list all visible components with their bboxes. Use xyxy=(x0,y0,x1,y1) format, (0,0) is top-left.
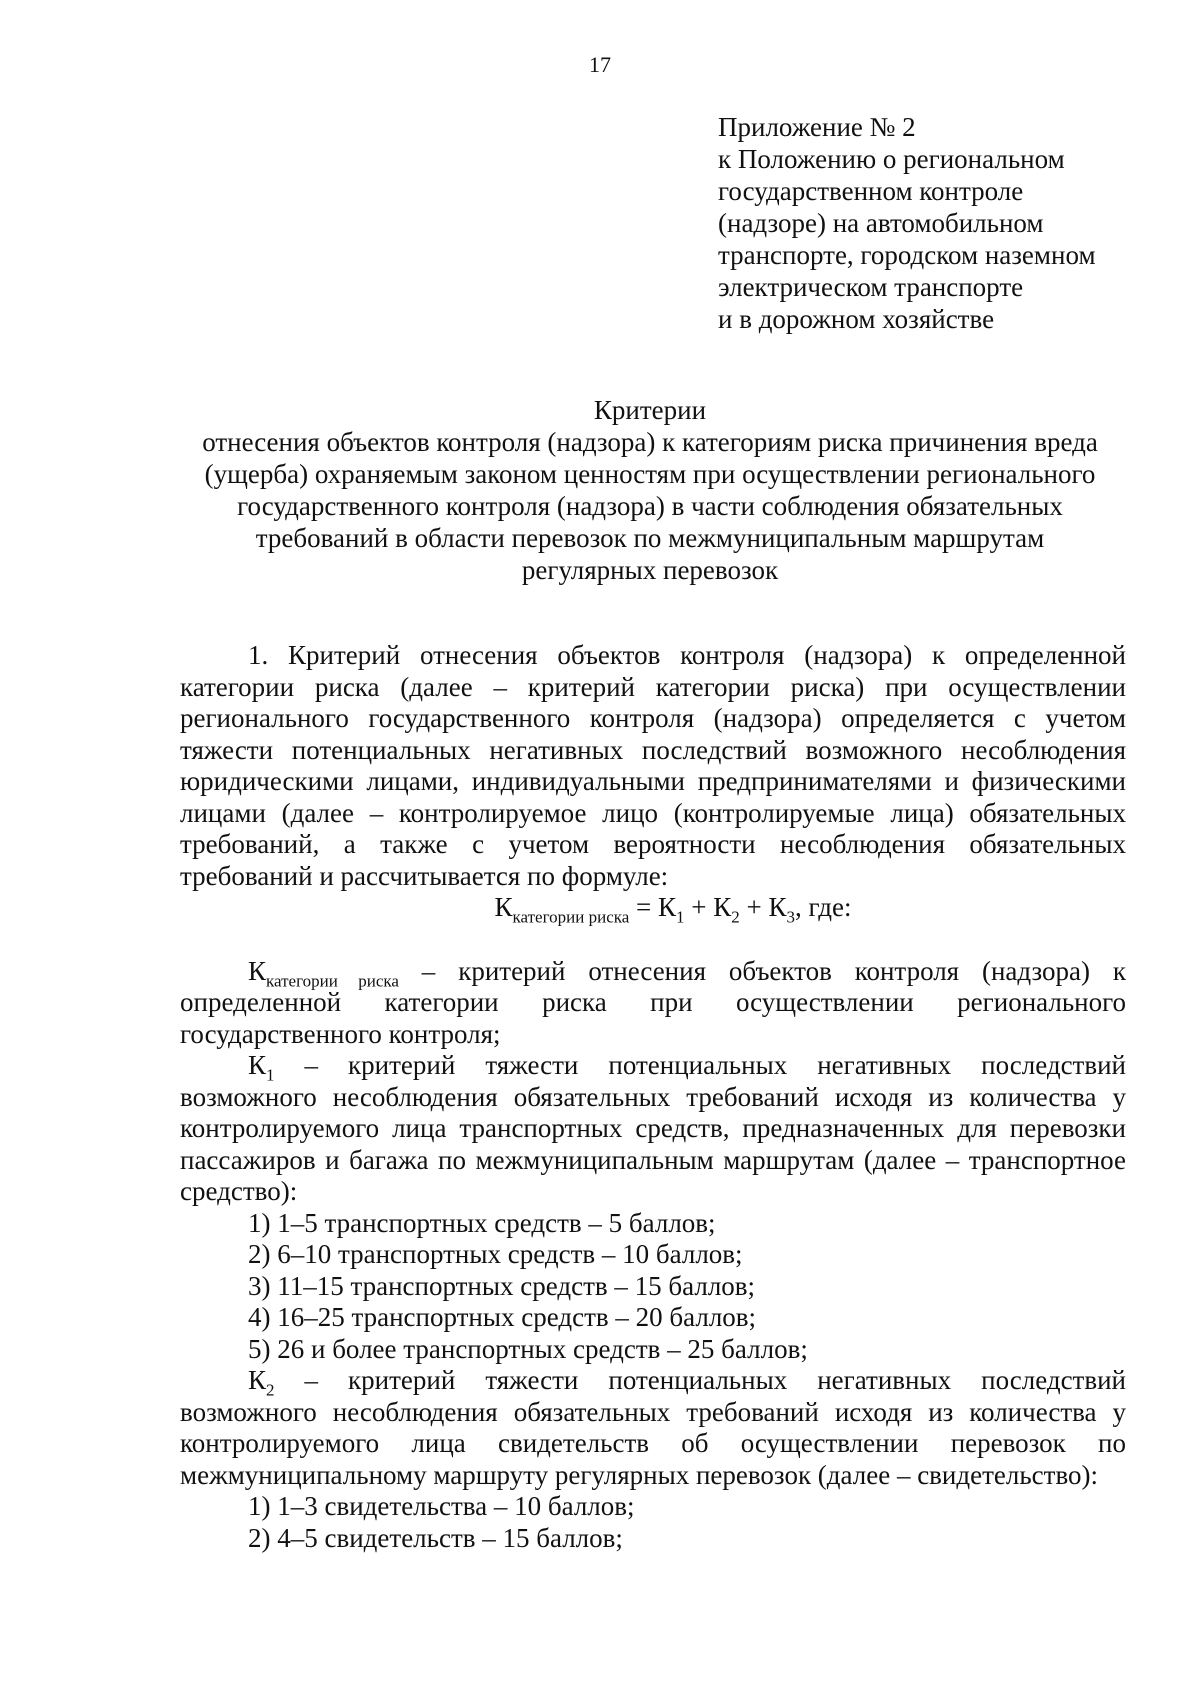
list-item: 2) 4–5 свидетельств – 15 баллов; xyxy=(248,1522,623,1553)
definition-subscript: категории риска xyxy=(266,970,399,990)
appendix-line: транспорте, городском наземном xyxy=(718,240,1096,270)
formula-subscript: 2 xyxy=(731,907,740,927)
heading-line: отнесения объектов контроля (надзора) к категориям риска причинения вреда xyxy=(202,427,1098,457)
heading-line: (ущерба) охраняемым законом ценностям при осуществлении регионального xyxy=(204,459,1096,489)
appendix-block xyxy=(718,111,1158,335)
heading-line: регулярных перевозок xyxy=(521,555,779,585)
heading-line: государственного контроля (надзора) в части соблюдения обязательных xyxy=(237,491,1063,521)
list-item: 2) 6–10 транспортных средств – 10 баллов; xyxy=(248,1239,743,1269)
formula-plus: + xyxy=(739,892,769,922)
appendix-line: государственном контроле xyxy=(718,176,1024,206)
definition-letter: К xyxy=(248,1365,267,1395)
formula-letter: К xyxy=(494,892,513,922)
appendix-line: (надзоре) на автомобильном xyxy=(718,208,1044,238)
definition-text: – критерий тяжести потенциальных негативных последствий возможного несоблюдения обязательных требований исходя из количества у контролируемого лица транспортных средств, предназначенных для перевозки пассажиров и багажа по межмуниципальным маршрутам (далее – транспортное средство): xyxy=(180,1050,1126,1206)
formula-letter: К xyxy=(768,892,787,922)
formula-equals: = xyxy=(629,892,659,922)
definition-k2 xyxy=(180,1365,1126,1491)
definition-text: – критерий тяжести потенциальных негативных последствий возможного несоблюдения обязательных требований исходя из количества у контролируемого лица свидетельств об осуществлении перевозок по межмуниципальному маршруту регулярных перевозок (далее – свидетельство): xyxy=(180,1365,1126,1490)
criterion-paragraph: 1. Критерий отнесения объектов контроля (надзора) к определенной категории риска (далее – критерий категории риска) при осуществлении регионального государственного контроля (надзора) определяется с учетом тяжести потенциальных негативных последствий возможного несоблюдения юридическими лицами, индивидуальными предпринимателями и физическими лицами (далее – контролируемое лицо (контролируемые лица) обязательных требований, а также с учетом вероятности несоблюдения обязательных требований и рассчитывается по формуле: xyxy=(180,640,1126,891)
formula-subscript: 3 xyxy=(786,907,796,927)
definition-subscript: 1 xyxy=(266,1065,275,1085)
heading-line: требований в области перевозок по межмуниципальным маршрутам xyxy=(255,523,1045,553)
appendix-line: Приложение № 2 xyxy=(718,112,916,142)
list-item: 5) 26 и более транспортных средств – 25 баллов; xyxy=(248,1333,808,1364)
list-item: 4) 16–25 транспортных средств – 20 баллов; xyxy=(248,1302,757,1332)
definition-k1 xyxy=(180,1050,1126,1208)
definition-letter: К xyxy=(248,955,267,986)
document-heading xyxy=(160,394,1140,586)
appendix-line: к Положению о региональном xyxy=(718,144,1065,174)
appendix-line: электрическом транспорте xyxy=(718,272,1024,302)
heading-title: Критерии xyxy=(593,395,707,425)
formula-plus: + xyxy=(684,892,714,922)
formula-letter: К xyxy=(713,892,732,922)
list-item: 1) 1–3 свидетельства – 10 баллов; xyxy=(248,1491,635,1521)
formula-letter: К xyxy=(658,892,677,922)
definition-text: – критерий отнесения объектов контроля (надзора) к определенной категории риска при осуществлении регионального государственного контроля; xyxy=(180,955,1126,1049)
risk-formula xyxy=(180,892,1126,927)
definition-subscript: 2 xyxy=(266,1380,275,1400)
list-item: 3) 11–15 транспортных средств – 15 баллов; xyxy=(248,1270,756,1301)
list-item: 1) 1–5 транспортных средств – 5 баллов; xyxy=(248,1207,716,1238)
document-body xyxy=(180,640,1126,1554)
formula-tail: , где: xyxy=(795,892,852,922)
formula-subscript: категории риска xyxy=(512,907,630,927)
formula-subscript: 1 xyxy=(676,907,685,927)
definition-kcat xyxy=(180,956,1126,1051)
definition-letter: К xyxy=(248,1050,267,1080)
appendix-line: и в дорожном хозяйстве xyxy=(718,304,995,334)
spacer xyxy=(180,924,1126,956)
page-number: 17 xyxy=(589,52,611,77)
